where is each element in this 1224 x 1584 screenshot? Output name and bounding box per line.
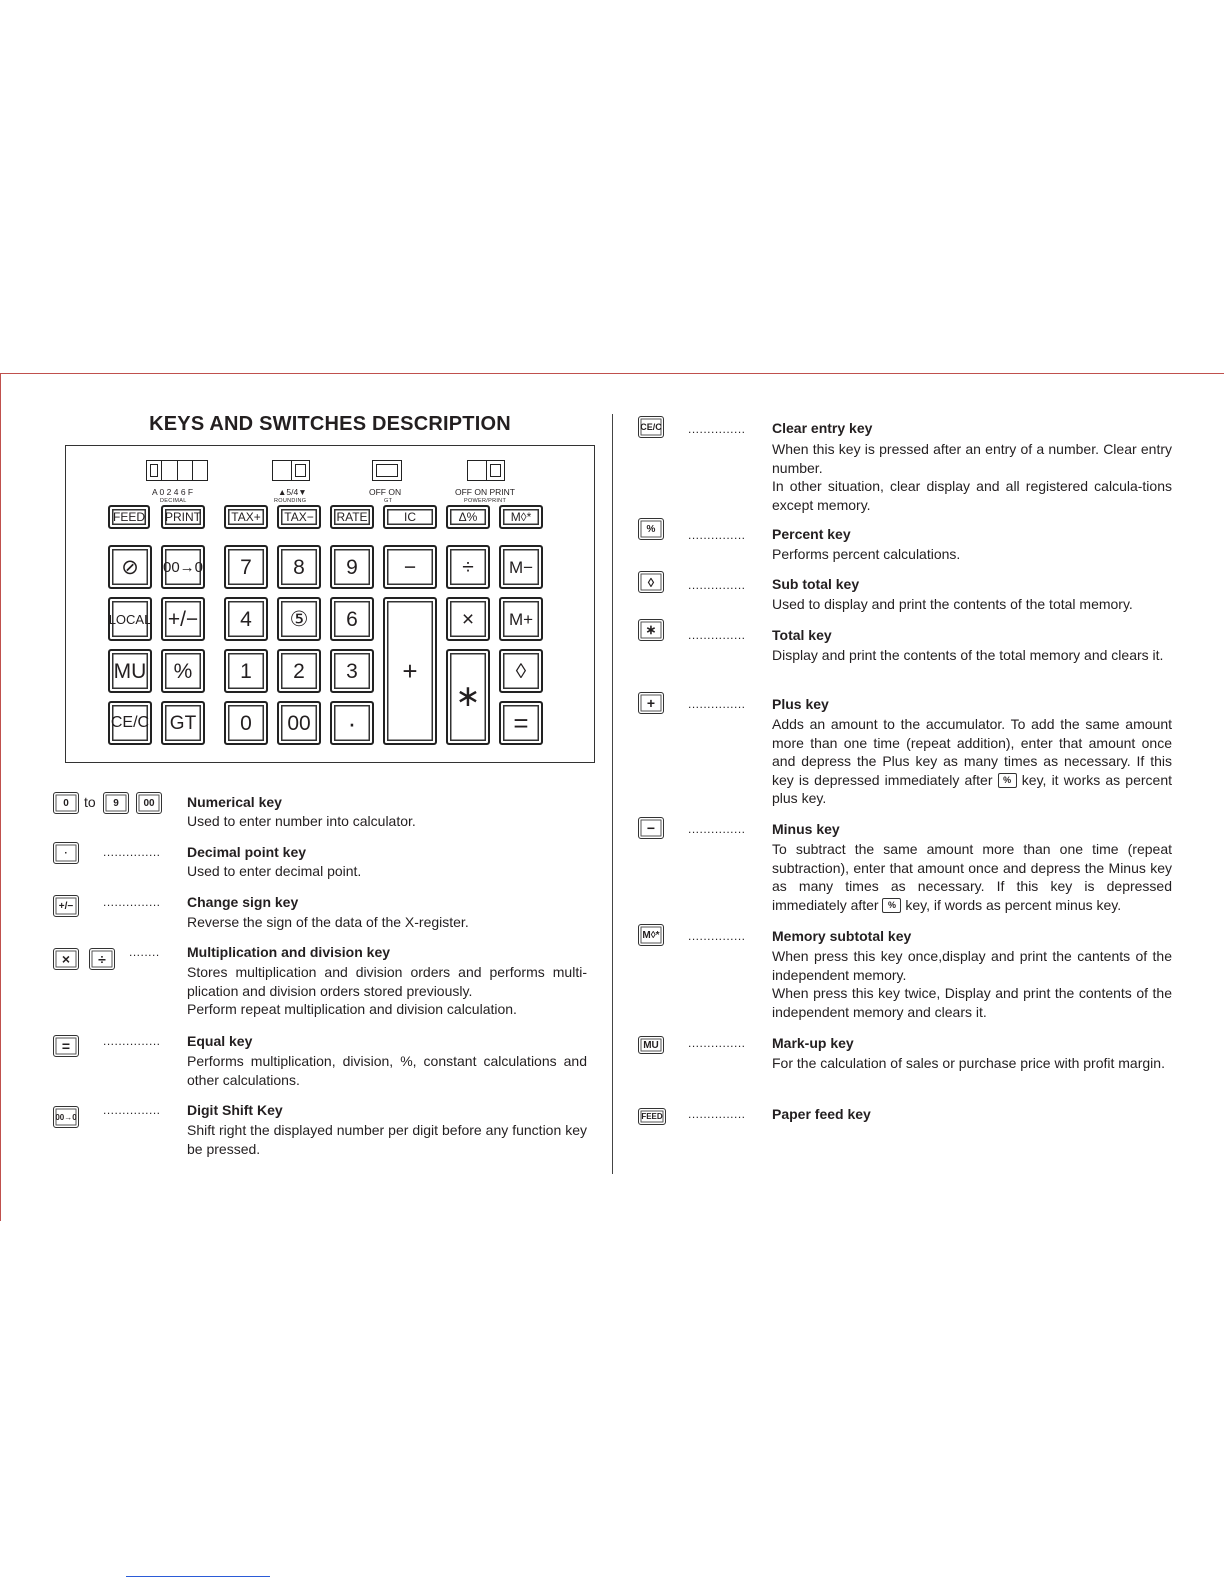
item-desc: Display and print the contents of the total memory and clears it. xyxy=(772,647,1164,663)
item-desc: Performs multiplication, division, %, constant calculations and other calculations. xyxy=(187,1053,587,1088)
icon-key-divide: ÷ xyxy=(89,948,115,970)
item-desc: For the calculation of sales or purchase price with profit margin. xyxy=(772,1055,1165,1071)
item-title: Clear entry key xyxy=(772,420,873,436)
footer-link-underline xyxy=(126,1576,270,1577)
icon-key-ce-c: CE/C xyxy=(638,416,664,438)
key-divide: ÷ xyxy=(446,545,490,589)
item-desc: When this key is pressed after an entry of a number. Clear entry number. In other situation, clear display and all registered calcula-tions except memory. xyxy=(772,441,1172,513)
key-ic: IC xyxy=(383,505,437,529)
key-delta-percent: Δ% xyxy=(446,505,490,529)
leader-dots: ............... xyxy=(103,845,161,859)
key-rate: RATE xyxy=(330,505,374,529)
item-title: Equal key xyxy=(187,1033,253,1049)
item-title: Digit Shift Key xyxy=(187,1102,283,1118)
key-local: LOCAL xyxy=(108,597,152,641)
gt-switch-labels: OFF ON xyxy=(369,487,402,497)
column-divider xyxy=(612,414,613,1174)
calculator-panel xyxy=(65,445,595,763)
leader-dots: ............... xyxy=(688,697,746,711)
key-tax-minus: TAX− xyxy=(277,505,321,529)
gt-switch-caption: GT xyxy=(384,498,393,504)
key-1: 1 xyxy=(224,649,268,693)
icon-key-00: 00 xyxy=(136,792,162,814)
rounding-switch-labels: ▲5/4▼ xyxy=(278,487,307,497)
icon-key-decimal: · xyxy=(53,842,79,864)
item-title: Memory subtotal key xyxy=(772,928,912,944)
item-desc: Used to enter number into calculator. xyxy=(187,813,416,829)
key-print: PRINT xyxy=(161,505,205,529)
item-title: Percent key xyxy=(772,526,851,542)
icon-key-memory-subtotal: M◊* xyxy=(638,924,664,946)
inline-percent-key-icon: % xyxy=(882,898,901,913)
leader-dots: ............... xyxy=(688,422,746,436)
item-title: Sub total key xyxy=(772,576,860,592)
leader-dots: ............... xyxy=(688,1036,746,1050)
leader-dots: ............... xyxy=(688,1107,746,1121)
item-desc: Performs percent calculations. xyxy=(772,546,961,562)
icon-key-percent: % xyxy=(638,518,664,540)
key-9: 9 xyxy=(330,545,374,589)
key-multiply: × xyxy=(446,597,490,641)
icon-key-mu: MU xyxy=(638,1036,664,1054)
key-ce-c: CE/C xyxy=(108,701,152,745)
key-subtotal: ◊ xyxy=(499,649,543,693)
rounding-switch-caption: ROUNDING xyxy=(274,498,307,504)
key-8: 8 xyxy=(277,545,321,589)
leader-dots: ............... xyxy=(103,1034,161,1048)
icon-key-change-sign: +/− xyxy=(53,895,79,917)
item-desc: To subtract the same amount more than one time (repeat subtraction), enter that amount once and depress the Minus key as many times as necessary. If this key is depressed immediately after % key, if words as percent minus key. xyxy=(772,841,1172,913)
key-4: 4 xyxy=(224,597,268,641)
leader-dots: ............... xyxy=(103,895,161,909)
key-2: 2 xyxy=(277,649,321,693)
leader-dots: ............... xyxy=(688,578,746,592)
item-title: Change sign key xyxy=(187,894,299,910)
item-title: Minus key xyxy=(772,821,840,837)
leader-dots: ............... xyxy=(688,528,746,542)
leader-dots: ............... xyxy=(688,822,746,836)
leader-dots: ............... xyxy=(688,929,746,943)
icon-key-minus: − xyxy=(638,817,664,839)
item-desc: Reverse the sign of the data of the X-register. xyxy=(187,914,469,930)
leader-dots: ............... xyxy=(103,1103,161,1117)
key-plus: + xyxy=(383,597,437,745)
key-clear-icon: ⊘ xyxy=(108,545,152,589)
icon-key-subtotal: ◊ xyxy=(638,571,664,593)
item-desc: Stores multiplication and division orders and performs multi-plication and division orders stored previously. Perform repeat multiplication and division calculation. xyxy=(187,964,587,1018)
key-digit-shift: 00→0 xyxy=(161,545,205,589)
item-desc: Shift right the displayed number per digit before any function key be pressed. xyxy=(187,1122,587,1157)
inline-percent-key-icon: % xyxy=(998,773,1017,788)
page-title: KEYS AND SWITCHES DESCRIPTION xyxy=(149,413,511,435)
to-label: to xyxy=(84,794,96,810)
key-equal: = xyxy=(499,701,543,745)
key-memory-subtotal: M◊* xyxy=(499,505,543,529)
item-desc: Adds an amount to the accumulator. To add the same amount more than one time (repeat addition), enter that amount once and depress the Plus key as many times as necessary. If this key is depressed immediately after % key, it works as percent plus key. xyxy=(772,716,1173,807)
power-switch-labels: OFF ON PRINT xyxy=(455,487,515,497)
key-7: 7 xyxy=(224,545,268,589)
key-mu: MU xyxy=(108,649,152,693)
icon-key-equal: = xyxy=(53,1035,79,1057)
icon-key-digit-shift: 00→0 xyxy=(53,1106,79,1128)
key-6: 6 xyxy=(330,597,374,641)
item-title: Decimal point key xyxy=(187,844,307,860)
key-gt: GT xyxy=(161,701,205,745)
key-m-plus: M+ xyxy=(499,597,543,641)
key-3: 3 xyxy=(330,649,374,693)
key-m-minus: M− xyxy=(499,545,543,589)
power-switch-caption: POWER/PRINT xyxy=(464,498,507,504)
icon-key-9: 9 xyxy=(103,792,129,814)
key-5: ⑤ xyxy=(277,597,321,641)
key-minus: − xyxy=(383,545,437,589)
leader-dots: ............... xyxy=(688,628,746,642)
item-desc: When press this key once,display and print the cantents of the independent memory. When press this key twice, Display and print the contents of the independent memory and clears it. xyxy=(772,948,1172,1020)
icon-key-0: 0 xyxy=(53,792,79,814)
item-title: Numerical key xyxy=(187,794,282,810)
icon-key-total: ∗ xyxy=(638,619,664,641)
key-percent: % xyxy=(161,649,205,693)
key-decimal-point: · xyxy=(330,701,374,745)
key-0: 0 xyxy=(224,701,268,745)
leader-dots: ........ xyxy=(129,945,160,959)
item-title: Mark-up key xyxy=(772,1035,854,1051)
icon-key-multiply: × xyxy=(53,948,79,970)
item-title: Total key xyxy=(772,627,832,643)
key-00: 00 xyxy=(277,701,321,745)
key-tax-plus: TAX+ xyxy=(224,505,268,529)
decimal-switch-caption: DECIMAL xyxy=(160,498,187,504)
key-feed: FEED xyxy=(108,505,150,529)
icon-key-feed: FEED xyxy=(638,1108,666,1125)
key-change-sign: +/− xyxy=(161,597,205,641)
item-desc: Used to enter decimal point. xyxy=(187,863,362,879)
item-title: Multiplication and division key xyxy=(187,944,391,960)
item-title: Plus key xyxy=(772,696,829,712)
item-desc: Used to display and print the contents of the total memory. xyxy=(772,596,1133,612)
decimal-switch-labels: A 0 2 4 6 F xyxy=(152,487,194,497)
item-title: Paper feed key xyxy=(772,1106,871,1122)
icon-key-plus: + xyxy=(638,692,664,714)
key-total: ∗ xyxy=(446,649,490,745)
